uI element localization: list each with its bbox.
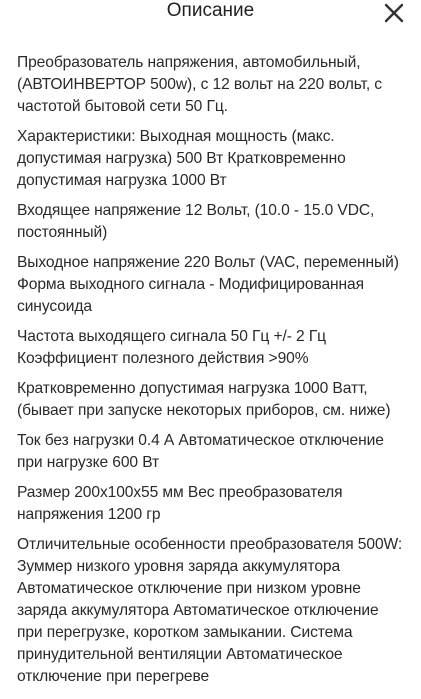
close-button[interactable] (381, 0, 407, 26)
description-paragraph: Входящее напряжение 12 Вольт, (10.0 - 15.0 VDC, постоянный) (17, 202, 375, 241)
page-title: Описание (166, 0, 255, 21)
description-paragraph: Кратковременно допустимая нагрузка 1000 Ватт, (бывает при запуске некоторых приборов, см. ниже) (17, 380, 391, 419)
description-content (17, 52, 407, 696)
description-paragraph: Ток без нагрузки 0.4 А Автоматическое отключение при нагрузке 600 Вт (17, 432, 384, 471)
header (0, 0, 421, 32)
description-paragraph: Характеристики: Выходная мощность (макс. допустимая нагрузка) 500 Вт Кратковременно допустимая нагрузка 1000 Вт (17, 128, 346, 189)
close-icon (381, 0, 407, 26)
description-paragraph: Частота выходящего сигнала 50 Гц +/- 2 Гц Коэффициент полезного действия >90% (17, 328, 327, 367)
description-paragraph: Размер 200х100х55 мм Вес преобразователя напряжения 1200 гр (17, 484, 343, 523)
description-paragraph: Преобразователь напряжения, автомобильный, (АВТОИНВЕРТОР 500w), с 12 вольт на 220 вольт, с частотой бытовой сети 50 Гц. (17, 54, 383, 115)
description-paragraph: Отличительные особенности преобразователя 500W: Зуммер низкого уровня заряда аккумулятора Автоматическое отключение при низком уровне заряда аккумулятора Автоматическое отключение при перегрузке, коротком замыкании. Система принудительной вентиляции Автоматическое отключение при перегреве (17, 536, 403, 685)
description-paragraph: Выходное напряжение 220 Вольт (VAC, переменный) Форма выходного сигнала - Модифицированная синусоида (17, 254, 399, 315)
